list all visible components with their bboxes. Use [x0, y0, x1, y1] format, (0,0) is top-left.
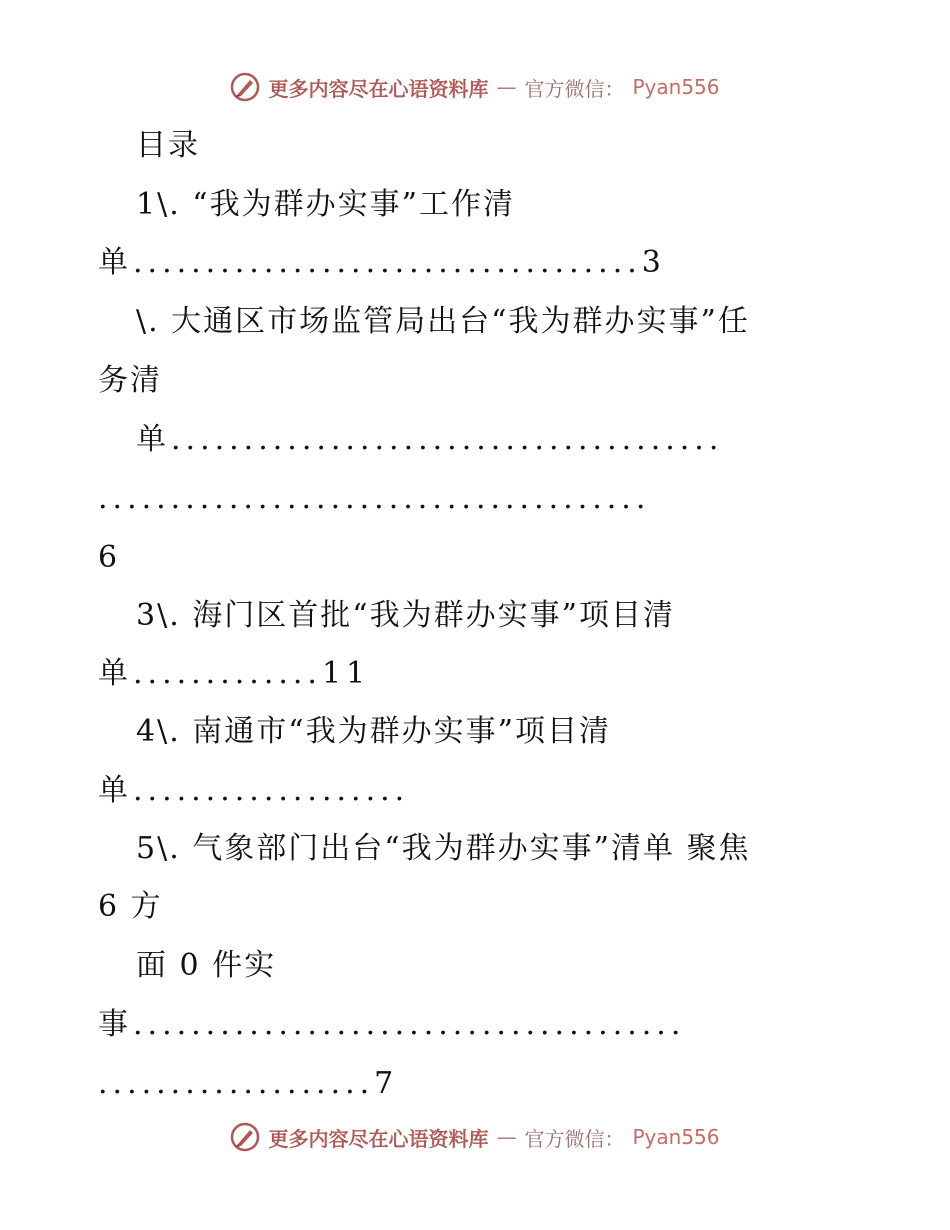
toc-entry-4-line: 4\. 南通市“我为群办实事”项目清	[136, 714, 611, 749]
toc-entry-1-leader: 单...................................3	[98, 245, 666, 280]
watermark-separator: —	[496, 1125, 517, 1149]
watermark-text: 更多内容尽在心语资料库	[268, 76, 489, 101]
toc-entry-2-leader: ......................................	[98, 481, 651, 516]
toc-entry-2-leader: 单......................................	[136, 422, 724, 457]
watermark-separator: —	[496, 75, 517, 99]
toc-title: 目录	[136, 128, 200, 163]
toc-entry-5-line: 6 方	[98, 889, 163, 924]
watermark-wechat-label: 官方微信：	[524, 76, 625, 101]
toc-entry-5-leader: ...................7	[98, 1066, 399, 1101]
toc-entry-3-leader: 单.............11	[98, 656, 371, 691]
toc-entry-1-line: 1\. “我为群办实事”工作清	[136, 187, 515, 222]
toc-entry-3-line: 3\. 海门区首批“我为群办实事”项目清	[136, 598, 675, 633]
toc-entry-2-page: 6	[98, 540, 120, 575]
toc-entry-4-leader: 单...................	[98, 773, 410, 808]
toc-entry-5-leader: 事......................................	[98, 1007, 686, 1042]
toc-entry-5-line: 5\. 气象部门出台“我为群办实事”清单 聚焦	[136, 831, 751, 866]
footer-watermark	[0, 1122, 950, 1152]
watermark-wechat-label: 官方微信：	[524, 1126, 625, 1151]
header-watermark	[0, 72, 950, 102]
quill-pen-icon	[230, 72, 260, 102]
watermark-text: 更多内容尽在心语资料库	[268, 1126, 489, 1151]
quill-pen-icon	[230, 1122, 260, 1152]
toc-entry-5-line: 面 0 件实	[136, 948, 277, 983]
watermark-wechat-id: Pyan556	[632, 75, 720, 99]
toc-entry-2-line: 务清	[98, 363, 162, 398]
watermark-wechat-id: Pyan556	[632, 1125, 720, 1149]
toc-entry-2-line: \. 大通区市场监管局出台“我为群办实事”任	[136, 304, 750, 339]
